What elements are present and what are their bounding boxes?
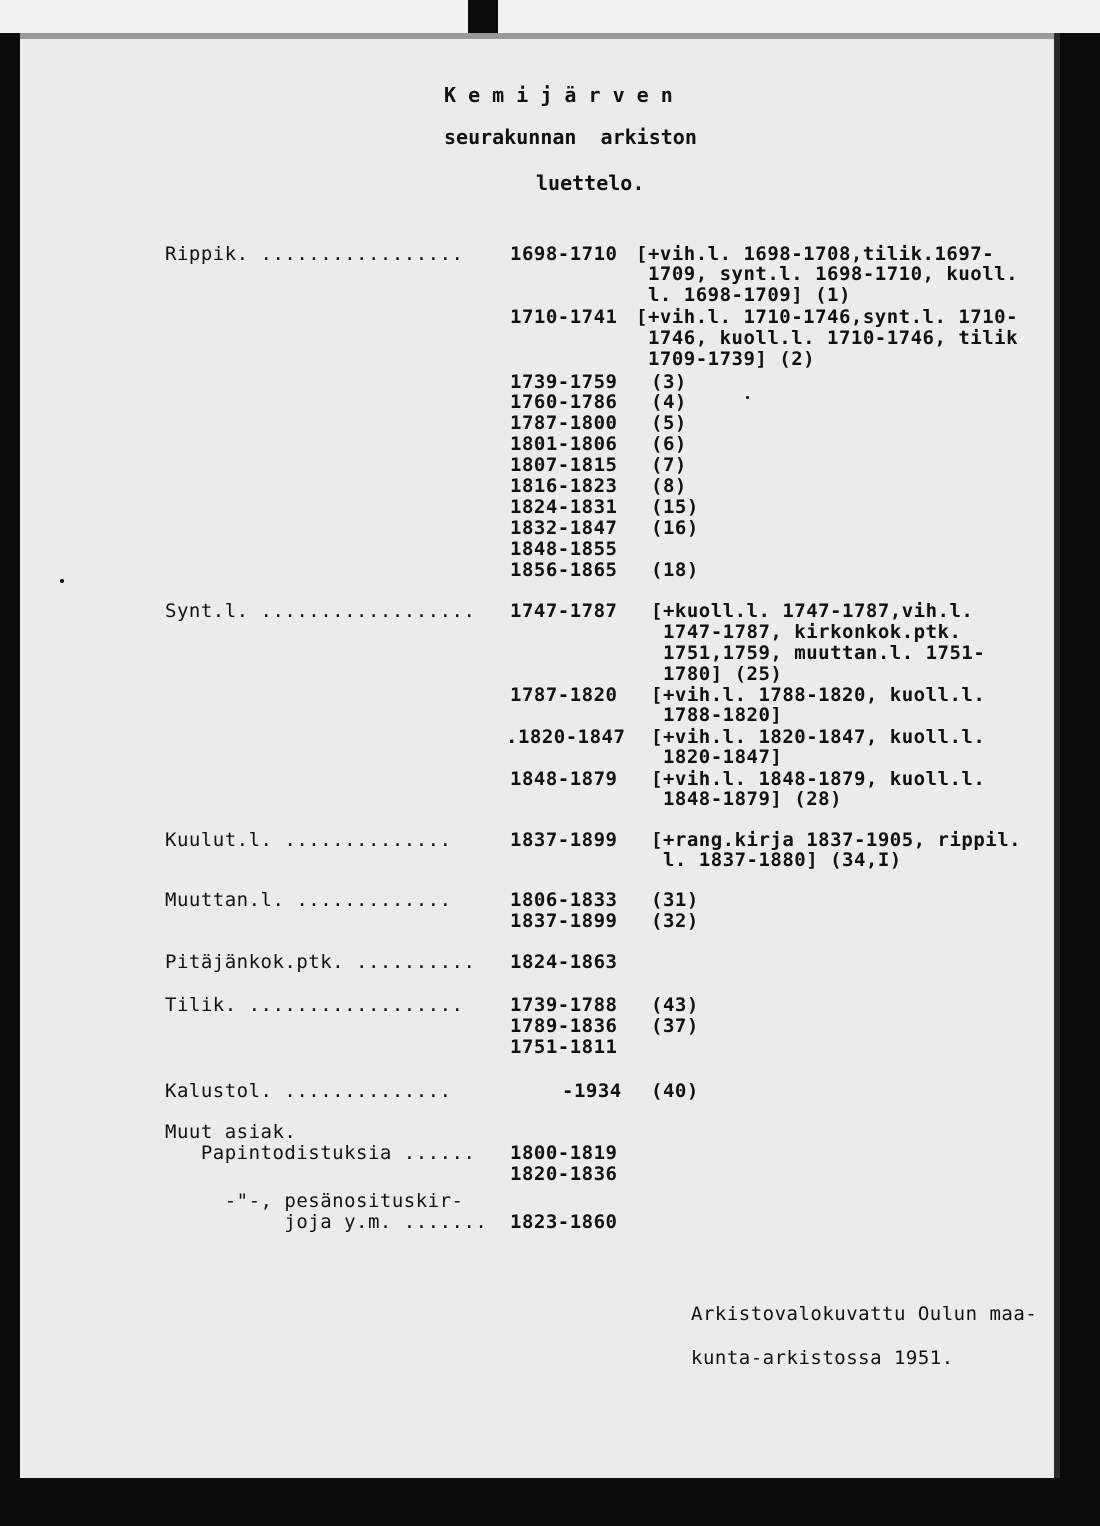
synt-note-0: [+kuoll.l. 1747-1787,vih.l. [651,600,974,622]
synt-note-6: [+vih.l. 1820-1847, kuoll.l. [651,726,986,748]
rippik-range-11: 1816-1823 [510,475,618,497]
kuulut-note-1: l. 1837-1880] (34,I) [651,849,902,871]
film-edge-top-left [0,0,468,33]
kalustol-range-0: -1934 [562,1080,622,1102]
title-seurakunnan-arkiston: seurakunnan arkiston [444,125,697,149]
synt-range-6: .1820-1847 [506,726,626,748]
rippik-range-0: 1698-1710 [510,243,618,265]
rippik-note-3: [+vih.l. 1710-1746,synt.l. 1710- [636,306,1019,328]
title-kemijarven: K e m i j ä r v e n [444,83,673,107]
rippik-note-2: l. 1698-1709] (1) [636,284,851,306]
synt-range-0: 1747-1787 [510,600,618,622]
synt-note-3: 1780] (25) [651,663,783,685]
synt-range-4: 1787-1820 [510,684,618,706]
rippik-note-4: 1746, kuoll.l. 1710-1746, tilik [636,327,1019,349]
rippik-range-6: 1739-1759 [510,371,618,393]
section-label-rippik: Rippik. ................. [165,243,464,265]
muut-range-2: 1820-1836 [510,1163,618,1185]
synt-note-5: 1788-1820] [651,704,783,726]
muut-sublabel-pesanosituskir: -"-, pesänosituskir- [165,1190,464,1212]
footer-line-2: kunta-arkistossa 1951. [691,1347,954,1369]
synt-note-8: [+vih.l. 1848-1879, kuoll.l. [651,768,986,790]
section-label-muut: Muut asiak. [165,1121,297,1143]
rippik-range-8: 1787-1800 [510,412,618,434]
title-luettelo: luettelo. [536,171,645,195]
rippik-note-11: (8) [651,475,687,497]
kuulut-range-0: 1837-1899 [510,829,618,851]
section-label-synt: Synt.l. .................. [165,600,476,622]
pitajankok-range-0: 1824-1863 [510,951,618,973]
kuulut-note-0: [+rang.kirja 1837-1905, rippil. [651,829,1022,851]
rippik-note-0: [+vih.l. 1698-1708,tilik.1697- [636,243,995,265]
tilik-note-0: (43) [651,994,699,1016]
section-label-kalustol: Kalustol. .............. [165,1080,452,1102]
muut-sublabel-papintodistuksia: Papintodistuksia ...... [165,1142,476,1164]
muut-range-3: 1823-1860 [510,1211,618,1233]
rippik-range-14: 1848-1855 [510,538,618,560]
section-label-pitajankok: Pitäjänkok.ptk. .......... [165,951,476,973]
page-shadow-right [1054,33,1060,1478]
tilik-range-2: 1751-1811 [510,1036,618,1058]
muut-range-1: 1800-1819 [510,1142,618,1164]
muuttan-range-0: 1806-1833 [510,889,618,911]
rippik-range-7: 1760-1786 [510,391,618,413]
scan-speck [746,396,749,399]
rippik-note-10: (7) [651,454,687,476]
scan-speck [60,579,64,583]
synt-note-4: [+vih.l. 1788-1820, kuoll.l. [651,684,986,706]
rippik-note-9: (6) [651,433,687,455]
rippik-note-1: 1709, synt.l. 1698-1710, kuoll. [636,263,1019,285]
rippik-range-10: 1807-1815 [510,454,618,476]
tilik-note-1: (37) [651,1015,699,1037]
tilik-range-1: 1789-1836 [510,1015,618,1037]
rippik-note-7: (4) [651,391,687,413]
rippik-note-5: 1709-1739] (2) [636,348,816,370]
synt-range-8: 1848-1879 [510,768,618,790]
rippik-note-12: (15) [651,496,699,518]
synt-note-1: 1747-1787, kirkonkok.ptk. [651,621,962,643]
rippik-range-9: 1801-1806 [510,433,618,455]
muuttan-range-1: 1837-1899 [510,910,618,932]
tilik-range-0: 1739-1788 [510,994,618,1016]
rippik-note-6: (3) [651,371,687,393]
rippik-range-13: 1832-1847 [510,517,618,539]
section-label-tilik: Tilik. .................. [165,994,464,1016]
document-page [20,33,1060,1478]
muuttan-note-1: (32) [651,910,699,932]
rippik-range-12: 1824-1831 [510,496,618,518]
film-edge-top-right [498,0,1100,33]
rippik-note-8: (5) [651,412,687,434]
rippik-note-15: (18) [651,559,699,581]
muut-sublabel-joja: joja y.m. ....... [165,1211,488,1233]
synt-note-7: 1820-1847] [651,746,783,768]
section-label-muuttan: Muuttan.l. ............. [165,889,452,911]
rippik-range-15: 1856-1865 [510,559,618,581]
muuttan-note-0: (31) [651,889,699,911]
rippik-range-3: 1710-1741 [510,306,618,328]
kalustol-note-0: (40) [651,1080,699,1102]
section-label-kuulut: Kuulut.l. .............. [165,829,452,851]
synt-note-9: 1848-1879] (28) [651,788,843,810]
rippik-note-13: (16) [651,517,699,539]
synt-note-2: 1751,1759, muuttan.l. 1751- [651,642,986,664]
footer-line-1: Arkistovalokuvattu Oulun maa- [691,1303,1038,1325]
page-shadow-top [20,33,1060,39]
